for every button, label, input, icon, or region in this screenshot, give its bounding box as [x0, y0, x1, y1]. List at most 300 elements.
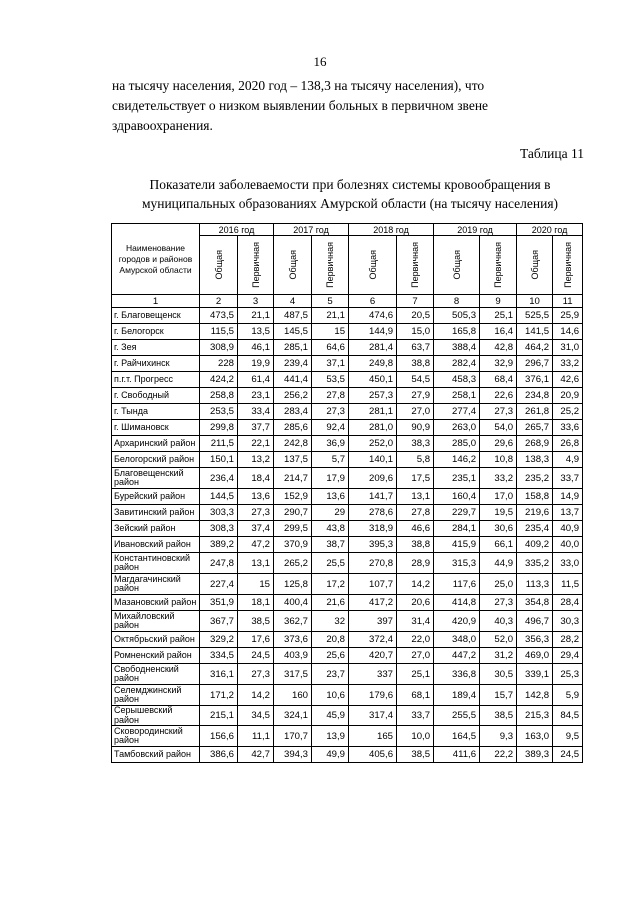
- cell-total: 179,6: [349, 685, 397, 706]
- cell-primary: 5,9: [553, 685, 583, 706]
- table-title-line: Показатели заболеваемости при болезнях системы кровообращения в: [149, 177, 551, 192]
- cell-total: 339,1: [517, 664, 553, 685]
- cell-total: 458,3: [434, 372, 480, 388]
- cell-total: 394,3: [274, 747, 312, 763]
- cell-total: 160: [274, 685, 312, 706]
- cell-primary: 20,8: [312, 632, 349, 648]
- cell-total: 474,6: [349, 308, 397, 324]
- cell-total: 137,5: [274, 452, 312, 468]
- cell-total: 329,2: [200, 632, 238, 648]
- cell-total: 505,3: [434, 308, 480, 324]
- cell-primary: 13,2: [238, 452, 274, 468]
- subheader-label: Общая: [451, 250, 462, 280]
- cell-total: 285,6: [274, 420, 312, 436]
- cell-total: 265,2: [274, 553, 312, 574]
- cell-total: 209,6: [349, 468, 397, 489]
- subheader-total: [200, 236, 238, 295]
- cell-primary: 27,0: [397, 404, 434, 420]
- cell-total: 420,7: [349, 648, 397, 664]
- cell-primary: 23,7: [312, 664, 349, 685]
- cell-primary: 11,5: [553, 574, 583, 595]
- column-number: 10: [517, 295, 553, 308]
- cell-total: 227,4: [200, 574, 238, 595]
- cell-primary: 24,5: [238, 648, 274, 664]
- cell-total: 171,2: [200, 685, 238, 706]
- cell-primary: 13,1: [397, 489, 434, 505]
- column-number: 6: [349, 295, 397, 308]
- cell-total: 270,8: [349, 553, 397, 574]
- cell-primary: 38,8: [397, 356, 434, 372]
- cell-total: 317,4: [349, 706, 397, 726]
- cell-primary: 24,5: [553, 747, 583, 763]
- cell-total: 278,6: [349, 505, 397, 521]
- row-name: Ивановский район: [112, 537, 200, 553]
- cell-primary: 90,9: [397, 420, 434, 436]
- cell-primary: 22,1: [238, 436, 274, 452]
- subheader-label: Первичная: [493, 242, 504, 288]
- cell-primary: 25,2: [553, 404, 583, 420]
- row-name: Константиновский район: [112, 553, 200, 574]
- cell-primary: 20,9: [553, 388, 583, 404]
- cell-total: 405,6: [349, 747, 397, 763]
- row-name: Ромненский район: [112, 648, 200, 664]
- subheader-label: Общая: [287, 250, 298, 280]
- cell-total: 277,4: [434, 404, 480, 420]
- cell-primary: 10,6: [312, 685, 349, 706]
- cell-primary: 52,0: [480, 632, 517, 648]
- cell-primary: 45,9: [312, 706, 349, 726]
- cell-primary: 30,5: [480, 664, 517, 685]
- cell-primary: 66,1: [480, 537, 517, 553]
- table-title-line: муниципальных образованиях Амурской области (на тысячу населения): [141, 196, 559, 211]
- cell-primary: 38,3: [397, 436, 434, 452]
- row-name: г. Шимановск: [112, 420, 200, 436]
- cell-primary: 18,4: [238, 468, 274, 489]
- cell-total: 228: [200, 356, 238, 372]
- cell-total: 372,4: [349, 632, 397, 648]
- cell-total: 164,5: [434, 726, 480, 747]
- cell-total: 348,0: [434, 632, 480, 648]
- cell-total: 142,8: [517, 685, 553, 706]
- table-row: [112, 611, 583, 632]
- cell-total: 239,4: [274, 356, 312, 372]
- cell-total: 303,3: [200, 505, 238, 521]
- cell-total: 219,6: [517, 505, 553, 521]
- cell-total: 283,4: [274, 404, 312, 420]
- cell-primary: 33,0: [553, 553, 583, 574]
- cell-total: 282,4: [434, 356, 480, 372]
- cell-primary: 9,5: [553, 726, 583, 747]
- cell-primary: 46,1: [238, 340, 274, 356]
- cell-primary: 37,1: [312, 356, 349, 372]
- cell-primary: 61,4: [238, 372, 274, 388]
- cell-total: 308,3: [200, 521, 238, 537]
- cell-primary: 44,9: [480, 553, 517, 574]
- cell-primary: 84,5: [553, 706, 583, 726]
- subheader-total: [434, 236, 480, 295]
- cell-primary: 10,0: [397, 726, 434, 747]
- cell-primary: 15: [238, 574, 274, 595]
- cell-total: 411,6: [434, 747, 480, 763]
- cell-primary: 23,1: [238, 388, 274, 404]
- cell-primary: 38,8: [397, 537, 434, 553]
- cell-primary: 19,9: [238, 356, 274, 372]
- table-row: [112, 574, 583, 595]
- table-row: [112, 595, 583, 611]
- table-row: [112, 340, 583, 356]
- table-row: [112, 308, 583, 324]
- cell-total: 424,2: [200, 372, 238, 388]
- cell-primary: 13,6: [238, 489, 274, 505]
- cell-total: 144,5: [200, 489, 238, 505]
- cell-primary: 22,2: [480, 747, 517, 763]
- subheader-label: Общая: [529, 250, 540, 280]
- paragraph-line: на тысячу населения, 2020 год – 138,3 на тысячу населения), что: [112, 78, 485, 93]
- cell-total: 362,7: [274, 611, 312, 632]
- cell-primary: 68,4: [480, 372, 517, 388]
- subheader-label: Первичная: [250, 242, 261, 288]
- cell-primary: 17,2: [312, 574, 349, 595]
- cell-primary: 64,6: [312, 340, 349, 356]
- table-row: [112, 356, 583, 372]
- cell-primary: 13,5: [238, 324, 274, 340]
- row-name: г. Благовещенск: [112, 308, 200, 324]
- row-name: Благовещенский район: [112, 468, 200, 489]
- cell-primary: 14,6: [553, 324, 583, 340]
- cell-total: 141,5: [517, 324, 553, 340]
- subheader-total: [274, 236, 312, 295]
- paragraph-line: здравоохранения.: [112, 118, 213, 133]
- row-name: г. Белогорск: [112, 324, 200, 340]
- cell-primary: 38,5: [238, 611, 274, 632]
- cell-total: 265,7: [517, 420, 553, 436]
- table-row: [112, 648, 583, 664]
- cell-primary: 33,7: [553, 468, 583, 489]
- table-row: [112, 553, 583, 574]
- cell-total: 163,0: [517, 726, 553, 747]
- subheader-primary: [553, 236, 583, 295]
- cell-total: 337: [349, 664, 397, 685]
- cell-primary: 31,4: [397, 611, 434, 632]
- cell-total: 211,5: [200, 436, 238, 452]
- cell-total: 189,4: [434, 685, 480, 706]
- subheader-primary: [312, 236, 349, 295]
- cell-total: 370,9: [274, 537, 312, 553]
- cell-primary: 14,2: [238, 685, 274, 706]
- cell-total: 290,7: [274, 505, 312, 521]
- cell-primary: 42,7: [238, 747, 274, 763]
- cell-total: 299,8: [200, 420, 238, 436]
- cell-primary: 25,9: [553, 308, 583, 324]
- row-name: г. Райчихинск: [112, 356, 200, 372]
- cell-primary: 28,4: [553, 595, 583, 611]
- cell-total: 447,2: [434, 648, 480, 664]
- cell-total: 258,1: [434, 388, 480, 404]
- cell-total: 376,1: [517, 372, 553, 388]
- cell-primary: 17,0: [480, 489, 517, 505]
- cell-total: 214,7: [274, 468, 312, 489]
- cell-total: 235,4: [517, 521, 553, 537]
- cell-primary: 42,6: [553, 372, 583, 388]
- cell-primary: 25,6: [312, 648, 349, 664]
- table-row: [112, 664, 583, 685]
- morbidity-table: [111, 223, 583, 763]
- cell-total: 252,0: [349, 436, 397, 452]
- subheader-primary: [238, 236, 274, 295]
- subheader-label: Общая: [213, 250, 224, 280]
- cell-primary: 17,5: [397, 468, 434, 489]
- cell-total: 258,8: [200, 388, 238, 404]
- subheader-label: Общая: [367, 250, 378, 280]
- column-number: 1: [112, 295, 200, 308]
- cell-total: 261,8: [517, 404, 553, 420]
- row-name: Архаринский район: [112, 436, 200, 452]
- cell-total: 160,4: [434, 489, 480, 505]
- cell-primary: 33,4: [238, 404, 274, 420]
- cell-total: 464,2: [517, 340, 553, 356]
- table-row: [112, 632, 583, 648]
- cell-primary: 20,5: [397, 308, 434, 324]
- cell-primary: 25,1: [397, 664, 434, 685]
- cell-primary: 54,0: [480, 420, 517, 436]
- cell-total: 496,7: [517, 611, 553, 632]
- cell-primary: 31,0: [553, 340, 583, 356]
- cell-total: 281,4: [349, 340, 397, 356]
- cell-primary: 5,7: [312, 452, 349, 468]
- cell-total: 315,3: [434, 553, 480, 574]
- cell-primary: 63,7: [397, 340, 434, 356]
- cell-primary: 27,3: [480, 595, 517, 611]
- column-number: 9: [480, 295, 517, 308]
- row-name: Бурейский район: [112, 489, 200, 505]
- table-row: [112, 404, 583, 420]
- cell-total: 450,1: [349, 372, 397, 388]
- cell-primary: 22,6: [480, 388, 517, 404]
- table-title: [100, 175, 600, 213]
- cell-total: 255,5: [434, 706, 480, 726]
- column-number: 4: [274, 295, 312, 308]
- cell-total: 165: [349, 726, 397, 747]
- table-row: [112, 388, 583, 404]
- cell-total: 242,8: [274, 436, 312, 452]
- row-name: Свободненский район: [112, 664, 200, 685]
- cell-primary: 11,1: [238, 726, 274, 747]
- cell-total: 388,4: [434, 340, 480, 356]
- cell-primary: 10,8: [480, 452, 517, 468]
- cell-total: 296,7: [517, 356, 553, 372]
- cell-total: 354,8: [517, 595, 553, 611]
- row-name: Магдагачинский район: [112, 574, 200, 595]
- cell-primary: 4,9: [553, 452, 583, 468]
- cell-total: 150,1: [200, 452, 238, 468]
- cell-total: 215,3: [517, 706, 553, 726]
- cell-primary: 38,5: [480, 706, 517, 726]
- cell-primary: 22,0: [397, 632, 434, 648]
- cell-primary: 25,0: [480, 574, 517, 595]
- cell-total: 334,5: [200, 648, 238, 664]
- cell-total: 299,5: [274, 521, 312, 537]
- year-header: 2020 год: [517, 224, 583, 236]
- row-name: Октябрьский район: [112, 632, 200, 648]
- cell-primary: 9,3: [480, 726, 517, 747]
- table-row: [112, 324, 583, 340]
- cell-primary: 43,8: [312, 521, 349, 537]
- row-name: Мазановский район: [112, 595, 200, 611]
- row-name: Серышевский район: [112, 706, 200, 726]
- table-row: [112, 489, 583, 505]
- cell-total: 229,7: [434, 505, 480, 521]
- cell-total: 441,4: [274, 372, 312, 388]
- cell-total: 144,9: [349, 324, 397, 340]
- cell-total: 117,6: [434, 574, 480, 595]
- year-header: 2016 год: [200, 224, 274, 236]
- cell-primary: 40,9: [553, 521, 583, 537]
- cell-primary: 15,7: [480, 685, 517, 706]
- cell-total: 281,0: [349, 420, 397, 436]
- cell-total: 335,2: [517, 553, 553, 574]
- cell-primary: 13,9: [312, 726, 349, 747]
- cell-primary: 18,1: [238, 595, 274, 611]
- cell-total: 152,9: [274, 489, 312, 505]
- cell-primary: 30,3: [553, 611, 583, 632]
- cell-total: 115,5: [200, 324, 238, 340]
- row-name: Зейский район: [112, 521, 200, 537]
- cell-primary: 29,6: [480, 436, 517, 452]
- row-name: Сковородинский район: [112, 726, 200, 747]
- cell-primary: 27,3: [312, 404, 349, 420]
- cell-primary: 27,3: [480, 404, 517, 420]
- table-row: [112, 452, 583, 468]
- cell-primary: 33,2: [480, 468, 517, 489]
- cell-primary: 29,4: [553, 648, 583, 664]
- row-name: г. Зея: [112, 340, 200, 356]
- cell-total: 389,3: [517, 747, 553, 763]
- cell-total: 415,9: [434, 537, 480, 553]
- cell-total: 257,3: [349, 388, 397, 404]
- cell-total: 125,8: [274, 574, 312, 595]
- column-number: 3: [238, 295, 274, 308]
- cell-total: 235,1: [434, 468, 480, 489]
- cell-total: 336,8: [434, 664, 480, 685]
- cell-total: 146,2: [434, 452, 480, 468]
- row-name: Селемджинский район: [112, 685, 200, 706]
- cell-total: 281,1: [349, 404, 397, 420]
- cell-total: 414,8: [434, 595, 480, 611]
- table-row: [112, 747, 583, 763]
- cell-primary: 25,1: [480, 308, 517, 324]
- cell-total: 316,1: [200, 664, 238, 685]
- cell-total: 156,6: [200, 726, 238, 747]
- cell-primary: 34,5: [238, 706, 274, 726]
- row-name: Завитинский район: [112, 505, 200, 521]
- cell-total: 351,9: [200, 595, 238, 611]
- cell-primary: 54,5: [397, 372, 434, 388]
- cell-total: 367,7: [200, 611, 238, 632]
- cell-total: 256,2: [274, 388, 312, 404]
- table-row: [112, 436, 583, 452]
- table-row: [112, 468, 583, 489]
- cell-primary: 25,5: [312, 553, 349, 574]
- cell-primary: 30,6: [480, 521, 517, 537]
- cell-total: 113,3: [517, 574, 553, 595]
- column-number: 5: [312, 295, 349, 308]
- cell-primary: 16,4: [480, 324, 517, 340]
- row-name: г. Свободный: [112, 388, 200, 404]
- cell-total: 236,4: [200, 468, 238, 489]
- subheader-total: [349, 236, 397, 295]
- row-name: Белогорский район: [112, 452, 200, 468]
- table-row: [112, 685, 583, 706]
- cell-total: 253,5: [200, 404, 238, 420]
- cell-total: 389,2: [200, 537, 238, 553]
- table-row: [112, 726, 583, 747]
- cell-total: 324,1: [274, 706, 312, 726]
- cell-primary: 27,0: [397, 648, 434, 664]
- cell-total: 400,4: [274, 595, 312, 611]
- cell-primary: 92,4: [312, 420, 349, 436]
- cell-primary: 25,3: [553, 664, 583, 685]
- paragraph-line: свидетельствует о низком выявлении больных в первичном звене: [112, 98, 489, 113]
- cell-total: 249,8: [349, 356, 397, 372]
- cell-total: 140,1: [349, 452, 397, 468]
- cell-primary: 27,9: [397, 388, 434, 404]
- cell-primary: 29: [312, 505, 349, 521]
- cell-total: 284,1: [434, 521, 480, 537]
- cell-primary: 47,2: [238, 537, 274, 553]
- year-header: 2019 год: [434, 224, 517, 236]
- cell-primary: 13,7: [553, 505, 583, 521]
- cell-total: 141,7: [349, 489, 397, 505]
- cell-primary: 21,6: [312, 595, 349, 611]
- cell-primary: 5,8: [397, 452, 434, 468]
- cell-primary: 46,6: [397, 521, 434, 537]
- cell-primary: 13,6: [312, 489, 349, 505]
- subheader-primary: [480, 236, 517, 295]
- cell-total: 356,3: [517, 632, 553, 648]
- column-number: 7: [397, 295, 434, 308]
- body-paragraph: [112, 76, 588, 136]
- cell-total: 409,2: [517, 537, 553, 553]
- cell-primary: 21,1: [238, 308, 274, 324]
- cell-primary: 27,3: [238, 664, 274, 685]
- cell-primary: 33,2: [553, 356, 583, 372]
- subheader-label: Первичная: [325, 242, 336, 288]
- cell-primary: 17,6: [238, 632, 274, 648]
- cell-primary: 14,2: [397, 574, 434, 595]
- cell-total: 215,1: [200, 706, 238, 726]
- cell-total: 317,5: [274, 664, 312, 685]
- cell-primary: 13,1: [238, 553, 274, 574]
- subheader-label: Первичная: [562, 242, 573, 288]
- cell-primary: 33,7: [397, 706, 434, 726]
- cell-primary: 31,2: [480, 648, 517, 664]
- cell-primary: 27,8: [397, 505, 434, 521]
- cell-total: 165,8: [434, 324, 480, 340]
- cell-total: 487,5: [274, 308, 312, 324]
- cell-total: 145,5: [274, 324, 312, 340]
- table-row: [112, 537, 583, 553]
- cell-total: 263,0: [434, 420, 480, 436]
- cell-primary: 32: [312, 611, 349, 632]
- cell-primary: 36,9: [312, 436, 349, 452]
- cell-primary: 40,3: [480, 611, 517, 632]
- table-row: [112, 372, 583, 388]
- column-number: 11: [553, 295, 583, 308]
- cell-primary: 40,0: [553, 537, 583, 553]
- cell-primary: 68,1: [397, 685, 434, 706]
- cell-primary: 42,8: [480, 340, 517, 356]
- cell-primary: 20,6: [397, 595, 434, 611]
